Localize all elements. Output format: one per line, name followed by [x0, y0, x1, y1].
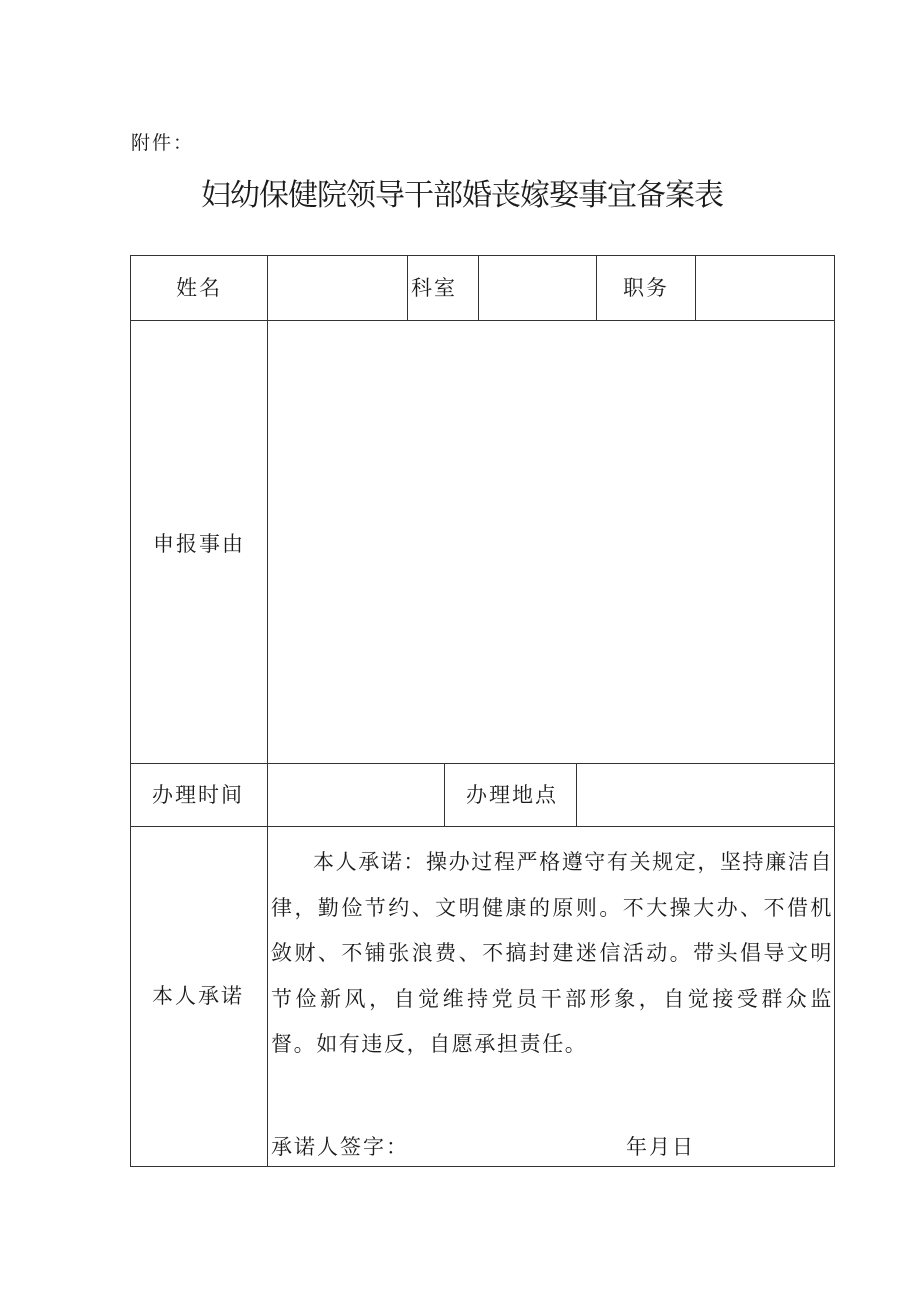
row-divider	[130, 320, 835, 321]
position-field[interactable]	[697, 257, 833, 319]
name-field[interactable]	[269, 257, 406, 319]
place-label: 办理地点	[466, 783, 558, 807]
position-label: 职务	[623, 276, 669, 300]
name-label: 姓名	[176, 276, 222, 300]
reason-label: 申报事由	[153, 532, 245, 556]
date-label: 年月日	[626, 1135, 695, 1159]
column-divider	[596, 255, 597, 320]
column-divider	[478, 255, 479, 320]
column-divider	[576, 763, 577, 826]
form-title: 妇幼保健院领导干部婚丧嫁娶事宜备案表	[201, 178, 723, 213]
row-divider	[130, 763, 835, 764]
column-divider	[407, 255, 408, 320]
department-label: 科室	[411, 276, 457, 300]
reason-field[interactable]	[269, 322, 833, 762]
column-divider	[444, 763, 445, 826]
column-divider	[695, 255, 696, 320]
signature-field[interactable]	[400, 1128, 610, 1162]
pledge-label: 本人承诺	[152, 984, 244, 1008]
time-label: 办理时间	[152, 783, 244, 807]
department-field[interactable]	[480, 257, 595, 319]
time-field[interactable]	[269, 765, 443, 825]
row-divider	[130, 826, 835, 827]
place-field[interactable]	[578, 765, 833, 825]
signature-label: 承诺人签字：	[271, 1135, 409, 1159]
attachment-label: 附件：	[131, 132, 195, 154]
pledge-text: 本人承诺：操办过程严格遵守有关规定，坚持廉洁自律，勤俭节约、文明健康的原则。不大操大办、不借机敛财、不铺张浪费、不搞封建迷信活动。带头倡导文明节俭新风，自觉维持党员干部形象，自觉接受群众监督。如有违反，自愿承担责任。	[271, 850, 833, 1056]
column-divider	[267, 255, 268, 1167]
